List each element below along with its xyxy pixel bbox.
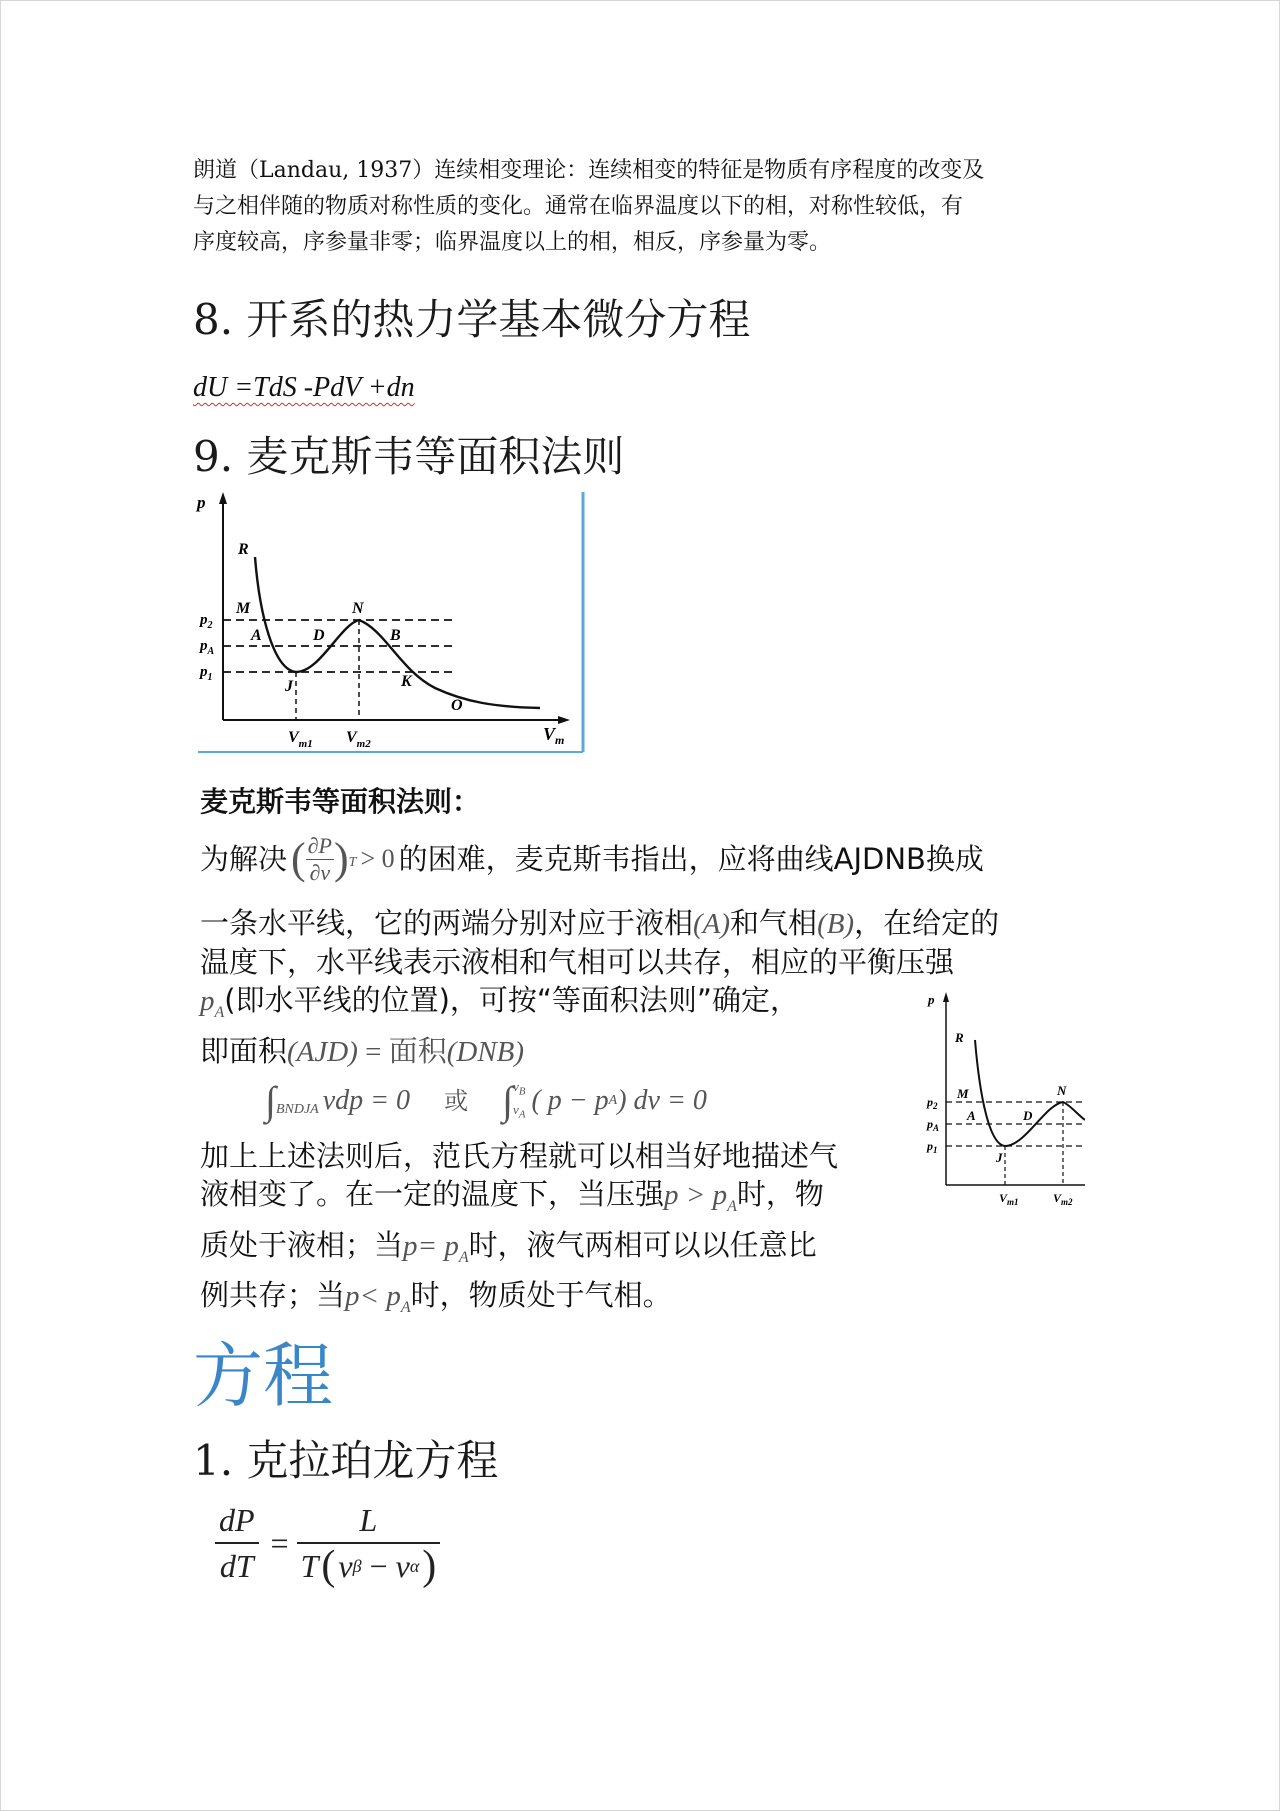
maxwell-pv-graph xyxy=(195,490,595,755)
maxwell-line-4: $p_A$(即水平线的位置)，可按“等面积法则”确定， xyxy=(200,983,799,1021)
point-M: M xyxy=(236,600,251,617)
integral-equations: ∫ $_{BNDJA}$ vdp = 0 或 ∫ $v_B$ $v_A$ ( p − p A ) dv = 0 xyxy=(265,1077,707,1123)
vm1-label: $V_{m1}$ xyxy=(288,729,313,750)
point-A-small: A xyxy=(967,1108,976,1123)
point-B: B xyxy=(390,627,401,644)
maxwell-pv-graph-small xyxy=(925,990,1085,1215)
maxwell-line-9: 例共存；当$p< p_A$时，物质处于气相。 xyxy=(200,1278,672,1317)
point-N-small: N xyxy=(1057,1083,1067,1098)
y-axis-arrow-small xyxy=(943,992,949,1002)
maxwell-line-1: 为解决 ( ∂P ∂v ) T > 0 的困难，麦克斯韦指出，应将曲线AJDNB换成 xyxy=(200,832,984,885)
p2-label: $p_2$ xyxy=(200,612,213,631)
point-D-small: D xyxy=(1023,1108,1033,1123)
point-R-small: R xyxy=(955,1030,964,1045)
point-M-small: M xyxy=(957,1086,969,1101)
vm2-label-small: $V_{m2}$ xyxy=(1053,1191,1073,1207)
equations-heading: 方程 xyxy=(193,1335,333,1417)
point-R: R xyxy=(238,541,249,558)
isotherm-curve-small xyxy=(975,1040,1085,1146)
fraction-left: $\frac{dP}{dT}$ xyxy=(215,1498,259,1588)
p1-label: $p_1$ xyxy=(200,664,213,683)
intro-line-2: 与之相伴随的物质对称性质的变化。通常在临界温度以下的相，对称性较低，有 xyxy=(193,194,964,219)
y-axis-label-small: p xyxy=(928,992,935,1007)
y-axis-arrow xyxy=(219,492,227,504)
fraction-right: L T ( v β − v α ) xyxy=(301,1498,437,1588)
section-9-title: 9. 麦克斯韦等面积法则 xyxy=(193,432,625,481)
p1-label-small: $p_1$ xyxy=(927,1139,938,1155)
point-J: J xyxy=(285,678,293,695)
x-axis-arrow xyxy=(558,716,570,724)
maxwell-line-3: 温度下，水平线表示液相和气相可以共存，相应的平衡压强 xyxy=(200,945,955,979)
y-axis-label: p xyxy=(197,493,206,512)
intro-paragraph xyxy=(193,153,1093,261)
p2-label-small: $p_2$ xyxy=(927,1095,938,1111)
point-N: N xyxy=(352,600,364,617)
intro-line-1: 朗道（Landau, 1937）连续相变理论：连续相变的特征是物质有序程度的改变及 xyxy=(193,158,985,183)
point-J-small: J xyxy=(996,1150,1003,1165)
maxwell-line-8: 质处于液相；当$p= p_A$时，液气两相可以以任意比 xyxy=(200,1227,817,1266)
section-8-equation: dU =TdS -PdV +dn xyxy=(193,372,415,403)
vm1-label-small: $V_{m1}$ xyxy=(999,1191,1019,1207)
point-K: K xyxy=(401,673,412,690)
maxwell-line-5: 即面积(AJD) = 面积(DNB) xyxy=(200,1033,525,1068)
maxwell-heading: 麦克斯韦等面积法则： xyxy=(200,785,481,818)
intro-line-3: 序度较高，序参量非零；临界温度以上的相，相反，序参量为零。 xyxy=(193,230,832,255)
point-O: O xyxy=(451,697,463,714)
point-D: D xyxy=(313,627,325,644)
clapeyron-equation: $\frac{dP}{dT}$ = L T ( v β − v α ) xyxy=(215,1498,436,1588)
point-A: A xyxy=(251,627,262,644)
pA-label: $p_A$ xyxy=(200,638,215,657)
maxwell-line-6: 加上上述法则后，范氏方程就可以相当好地描述气 xyxy=(200,1138,839,1173)
maxwell-line-2: 一条水平线，它的两端分别对应于液相(A)和气相(B)，在给定的 xyxy=(200,906,1000,940)
x-axis-label: $V_m$ xyxy=(543,724,565,747)
maxwell-line-7: 液相变了。在一定的温度下，当压强$p > p_A$时，物 xyxy=(200,1176,824,1215)
section-1-title: 1. 克拉珀龙方程 xyxy=(193,1436,499,1485)
section-8-title: 8. 开系的热力学基本微分方程 xyxy=(193,295,751,344)
partial-derivative: ( ∂P ∂v ) T > 0 xyxy=(291,832,395,885)
pA-label-small: $p_A$ xyxy=(927,1117,940,1133)
vm2-label: $V_{m2}$ xyxy=(346,729,371,750)
